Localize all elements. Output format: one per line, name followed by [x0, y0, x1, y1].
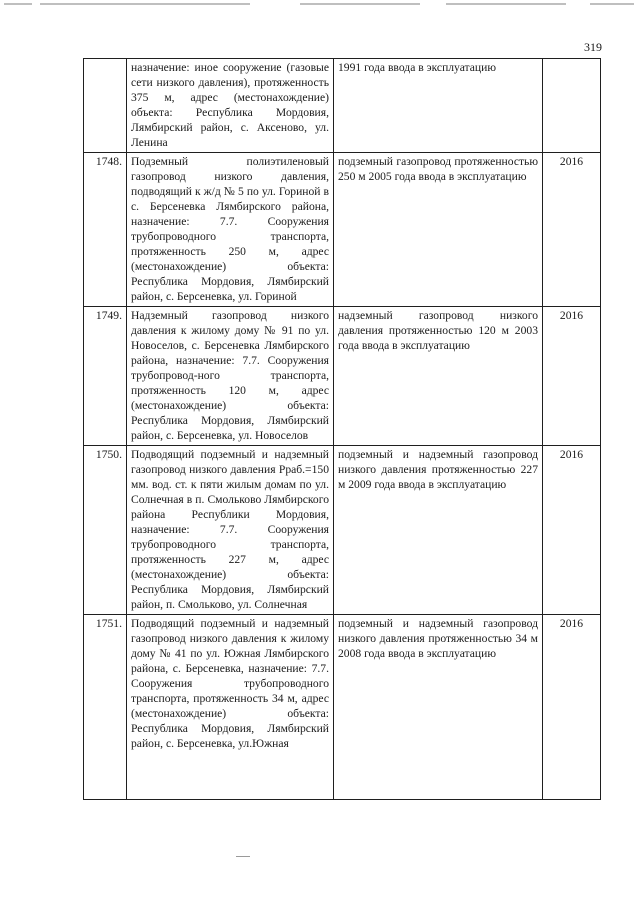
row-number: 1750.: [84, 446, 127, 615]
year-cell: 2016: [543, 307, 601, 446]
object-name-cell: назначение: иное сооружение (газовые сети низкого давления), протяженность 375 м, адрес (местонахождение) объекта: Республика Мордовия, Лямбирский район, с. Аксеново, ул. Ленина: [127, 59, 334, 153]
object-name-cell: Подземный полиэтиленовый газопровод низкого давления, подводящий к ж/д № 5 по ул. Гориной в с. Берсеневка Лямбирского района, назначение: 7.7. Сооружения трубопроводного транспорта, протяженность 250 м, адрес (местонахождение) объекта: Республика Мордовия, Лямбирский район, с. Берсеневка, ул. Гориной: [127, 153, 334, 307]
table-row: [84, 153, 601, 307]
page-number: 319: [584, 40, 602, 54]
object-name-cell: Надземный газопровод низкого давления к жилому дому № 91 по ул. Новоселов, с. Берсеневка Лямбирского района, назначение: 7.7. Сооружения трубопровод-ного транспорта, протяженность 120 м, адрес (местонахождение) объекта: Республика Мордовия, Лямбирский район, с. Берсеневка, ул. Новоселов: [127, 307, 334, 446]
row-number: 1748.: [84, 153, 127, 307]
row-number: [84, 59, 127, 153]
row-number: 1749.: [84, 307, 127, 446]
scan-artifact-strip: [0, 0, 640, 12]
object-description-cell: подземный и надземный газопровод низкого давления протяженностью 34 м 2008 года ввода в эксплуатацию: [334, 615, 543, 800]
year-cell: [543, 59, 601, 153]
property-registry-table: [83, 58, 601, 800]
object-description-cell: 1991 года ввода в эксплуатацию: [334, 59, 543, 153]
object-description-cell: подземный и надземный газопровод низкого давления протяженностью 227 м 2009 года ввода в эксплуатацию: [334, 446, 543, 615]
object-description-cell: подземный газопровод протяженностью 250 м 2005 года ввода в эксплуатацию: [334, 153, 543, 307]
table-row: [84, 446, 601, 615]
object-name-cell: Подводящий подземный и надземный газопровод низкого давления Рраб.=150 мм. вод. ст. к пяти жилым домам по ул. Солнечная в п. Смольково Лямбирского района Республики Мордовия, назначение: 7.7. Сооружения трубопроводного транспорта, протяженность 227 м, адрес (местонахождение) объекта: Республика Мордовия, Лямбирский район, п. Смольково, ул. Солнечная: [127, 446, 334, 615]
object-description-cell: надземный газопровод низкого давления протяженностью 120 м 2003 года ввода в эксплуатацию: [334, 307, 543, 446]
table-row: [84, 615, 601, 800]
year-cell: 2016: [543, 153, 601, 307]
year-cell: 2016: [543, 615, 601, 800]
row-number: 1751.: [84, 615, 127, 800]
object-name-cell: Подводящий подземный и надземный газопровод низкого давления к жилому дому № 41 по ул. Южная Лямбирского района, с. Берсеневка, назначение: 7.7. Сооружения трубопроводного транспорта, протяженность 34 м, адрес (местонахождение) объекта: Республика Мордовия, Лямбирский район, с. Берсеневка, ул.Южная: [127, 615, 334, 800]
table-row: [84, 59, 601, 153]
scan-dash-mark: [236, 856, 250, 857]
table-row: [84, 307, 601, 446]
year-cell: 2016: [543, 446, 601, 615]
